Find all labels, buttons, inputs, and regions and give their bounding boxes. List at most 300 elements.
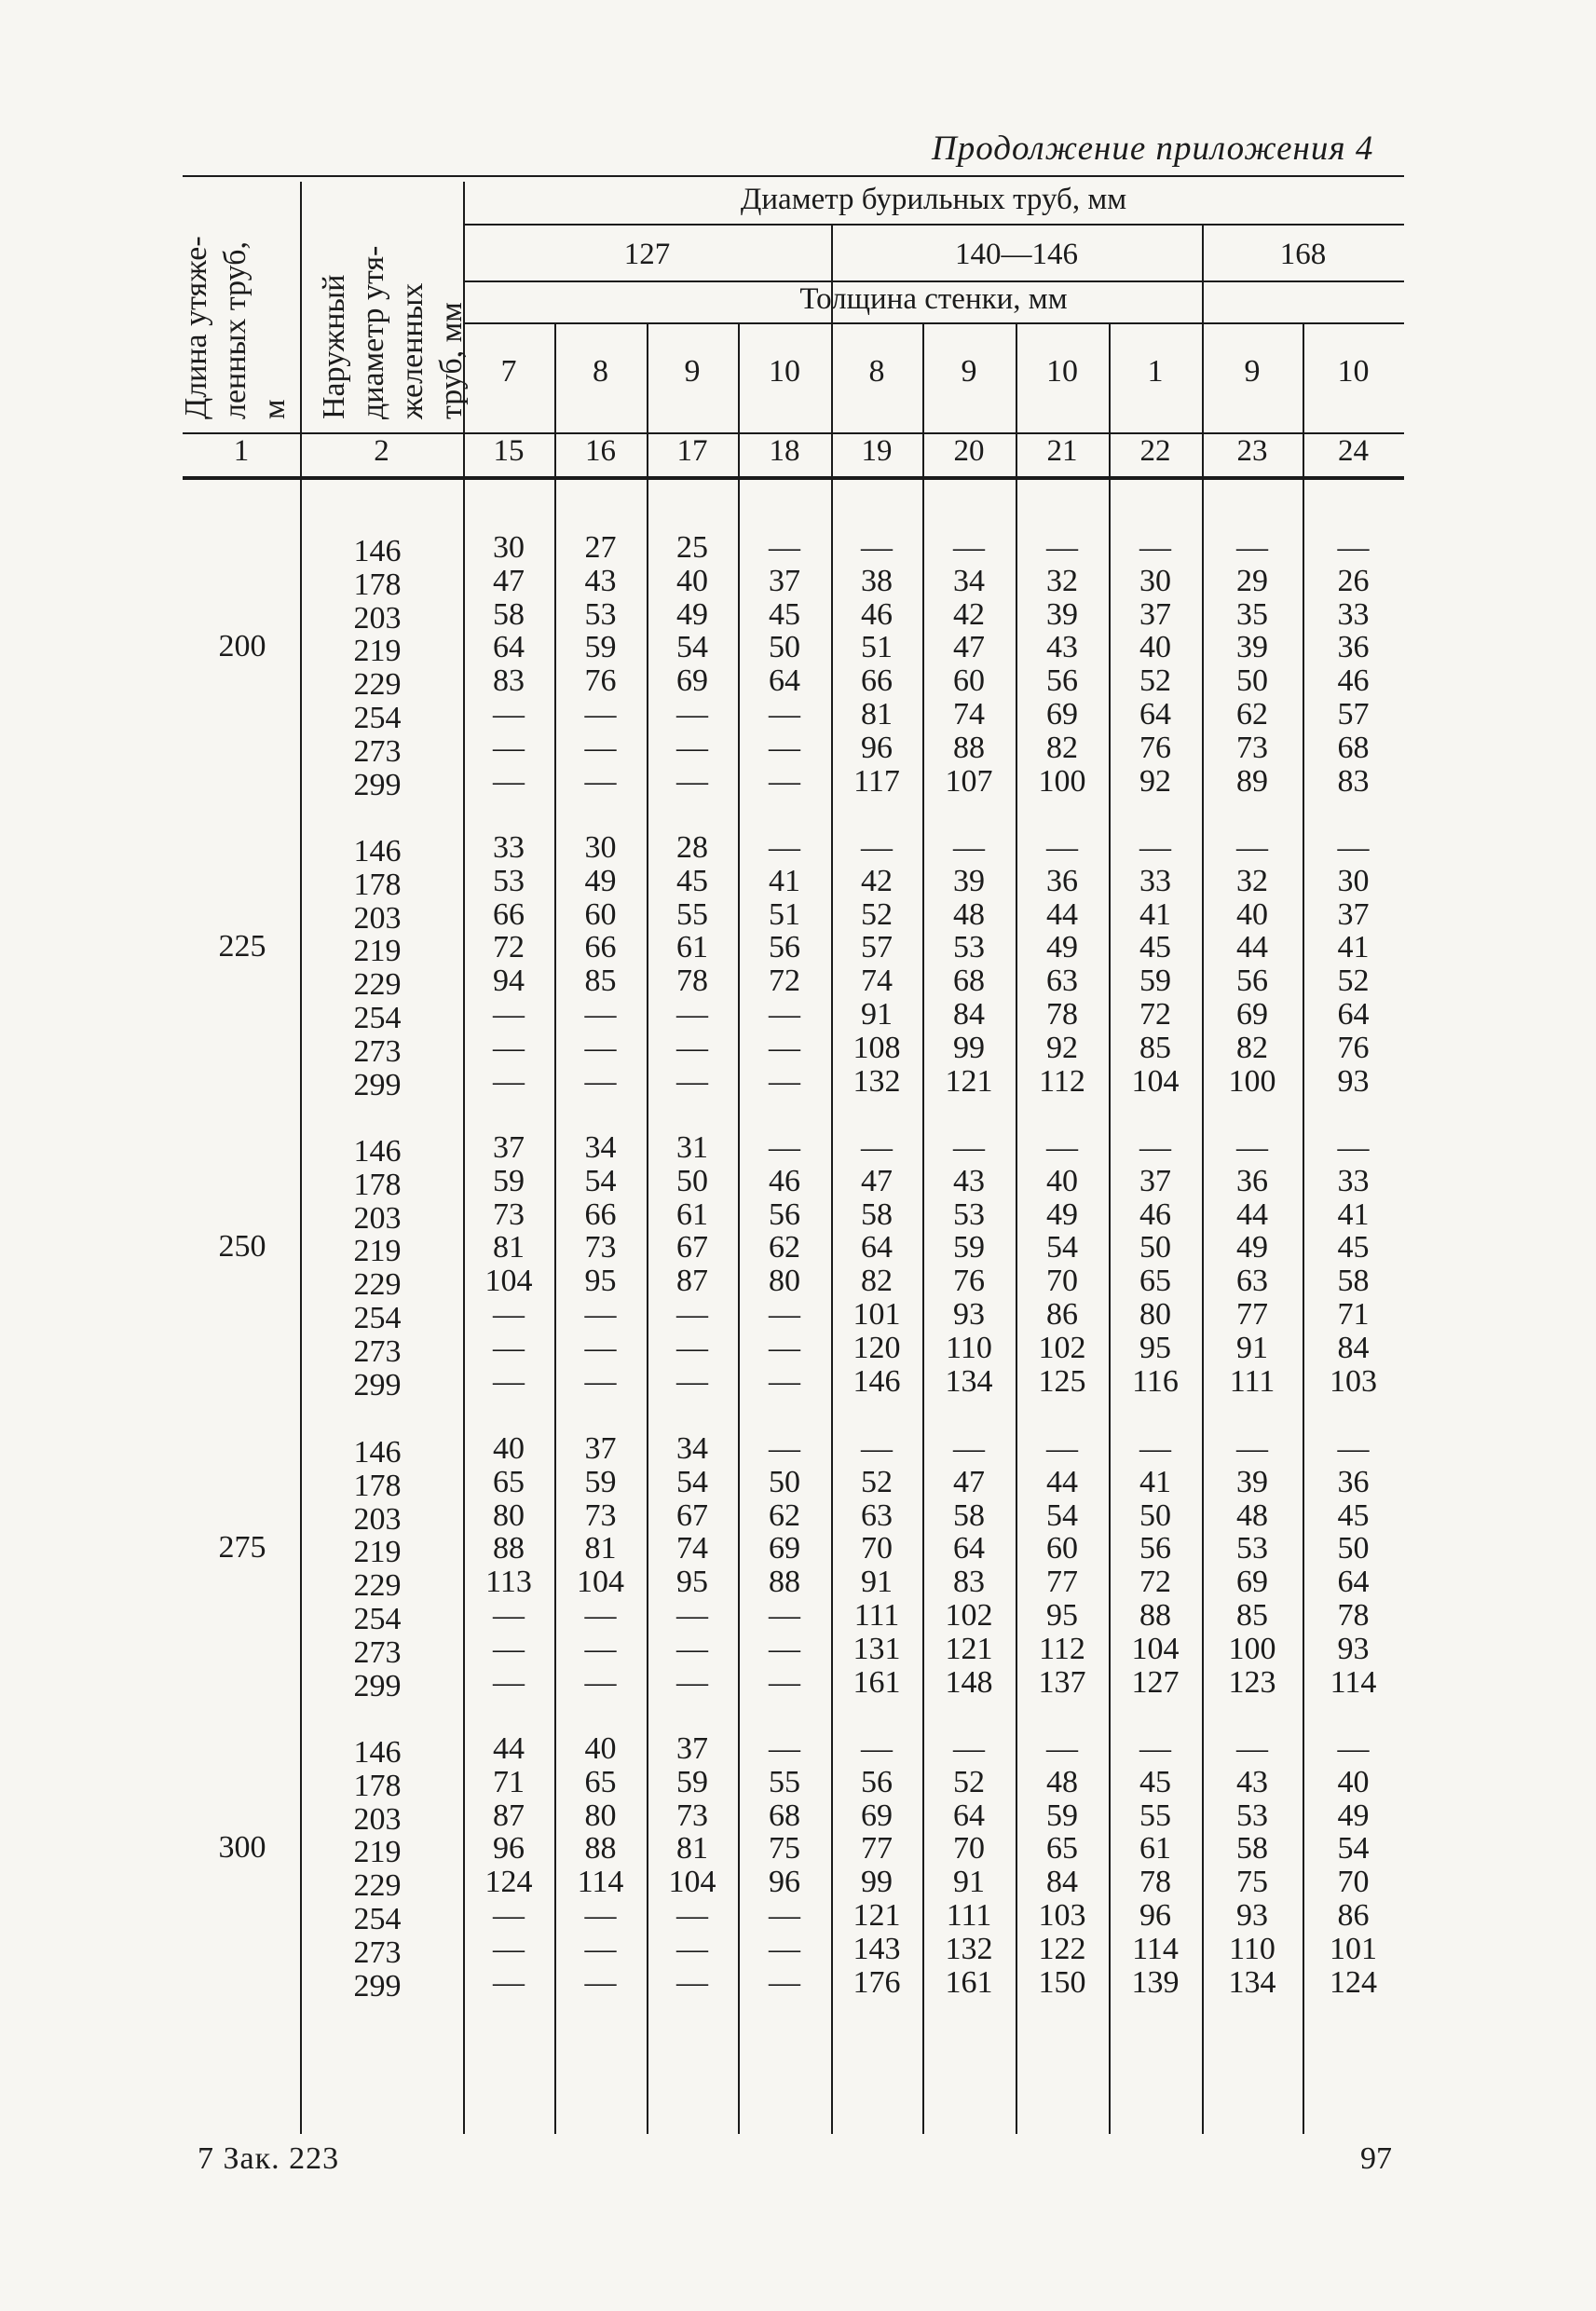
table-cell: — xyxy=(1046,1431,1078,1466)
table-cell: — xyxy=(584,730,617,765)
table-cell: 46 xyxy=(1337,663,1370,699)
table-cell: — xyxy=(769,1898,800,1933)
column-number-cell: 17 xyxy=(676,434,708,468)
diameter-value: 178 xyxy=(353,567,402,602)
table-cell: 83 xyxy=(493,663,525,699)
table-cell: 45 xyxy=(1139,930,1171,965)
table-cell: 111 xyxy=(1229,1363,1275,1399)
table-cell: 52 xyxy=(861,1464,893,1499)
table-cell: — xyxy=(493,1964,525,2000)
table-cell: 36 xyxy=(1337,630,1370,665)
table-cell: — xyxy=(861,830,893,865)
table-cell: 120 xyxy=(853,1330,901,1365)
table-cell: 64 xyxy=(953,1531,985,1566)
table-cell: 82 xyxy=(861,1264,893,1299)
table-cell: 49 xyxy=(1236,1230,1268,1265)
diameter-value: 219 xyxy=(353,634,402,669)
table-cell: 72 xyxy=(1139,997,1171,1032)
table-cell: 59 xyxy=(1139,964,1171,999)
table-cell: 30 xyxy=(493,530,525,565)
table-cell: 62 xyxy=(769,1497,800,1533)
table-cell: 86 xyxy=(1046,1297,1078,1332)
table-cell: — xyxy=(769,997,800,1032)
diameter-value: 219 xyxy=(353,1234,402,1269)
table-cell: — xyxy=(1139,1731,1171,1766)
table-cell: — xyxy=(1337,1731,1370,1766)
table-cell: 64 xyxy=(769,663,800,699)
table-cell: 102 xyxy=(1038,1330,1086,1365)
footer-order-number: 7 Зак. 223 xyxy=(198,2141,340,2176)
table-cell: — xyxy=(493,1631,525,1666)
table-cell: 85 xyxy=(1139,1030,1171,1065)
table-cell: — xyxy=(861,1130,893,1165)
table-cell: 41 xyxy=(1337,930,1370,965)
table-cell: — xyxy=(1046,1130,1078,1165)
table-cell: — xyxy=(584,1964,617,2000)
table-cell: 131 xyxy=(853,1631,901,1666)
table-cell: 45 xyxy=(769,596,800,632)
table-cell: 81 xyxy=(493,1230,525,1265)
table-cell: 52 xyxy=(1139,663,1171,699)
table-cell: 30 xyxy=(1139,563,1171,598)
table-cell: 59 xyxy=(953,1230,985,1265)
table-cell: — xyxy=(953,1130,985,1165)
table-cell: 132 xyxy=(945,1931,993,1966)
table-cell: — xyxy=(1337,830,1370,865)
table-cell: — xyxy=(769,1731,800,1766)
diameter-value: 299 xyxy=(353,1367,402,1402)
table-cell: 46 xyxy=(861,596,893,632)
table-cell: 69 xyxy=(1046,697,1078,732)
table-cell: 59 xyxy=(584,1464,617,1499)
table-cell: 108 xyxy=(853,1030,901,1065)
table-cell: 69 xyxy=(1236,997,1268,1032)
table-cell: 78 xyxy=(1337,1598,1370,1633)
diameter-value: 146 xyxy=(353,834,402,868)
table-cell: 72 xyxy=(1139,1565,1171,1600)
table-cell: 72 xyxy=(493,930,525,965)
table-cell: 80 xyxy=(769,1264,800,1299)
table-cell: — xyxy=(1236,1431,1268,1466)
diameter-value: 299 xyxy=(353,1067,402,1102)
table-cell: 50 xyxy=(1337,1531,1370,1566)
table-cell: — xyxy=(769,1297,800,1332)
table-cell: 64 xyxy=(493,630,525,665)
table-cell: — xyxy=(769,530,800,565)
thickness-cell: 10 xyxy=(1337,354,1370,389)
diameter-value: 299 xyxy=(353,767,402,802)
table-cell: 73 xyxy=(1236,730,1268,765)
table-cell: 91 xyxy=(953,1865,985,1900)
table-cell: 58 xyxy=(493,596,525,632)
diameter-value: 219 xyxy=(353,934,402,969)
diameter-value: 146 xyxy=(353,1134,402,1169)
table-cell: 73 xyxy=(584,1230,617,1265)
table-cell: — xyxy=(1236,1731,1268,1766)
diameter-value: 273 xyxy=(353,733,402,769)
table-cell: 78 xyxy=(676,964,708,999)
table-cell: 134 xyxy=(945,1363,993,1399)
table-cell: 26 xyxy=(1337,563,1370,598)
diameter-value: 219 xyxy=(353,1535,402,1570)
table-cell: 77 xyxy=(1046,1565,1078,1600)
diameter-header-line-1: Наружный xyxy=(317,274,351,419)
table-cell: — xyxy=(953,1431,985,1466)
table-cell: 47 xyxy=(953,1464,985,1499)
table-cell: — xyxy=(1337,1431,1370,1466)
thickness-cell: 9 xyxy=(961,354,977,389)
table-cell: 84 xyxy=(1046,1865,1078,1900)
table-cell: — xyxy=(769,1063,800,1099)
table-cell: 40 xyxy=(1046,1163,1078,1198)
table-cell: 57 xyxy=(1337,697,1370,732)
table-cell: 76 xyxy=(1139,730,1171,765)
column-number-cell: 18 xyxy=(769,434,800,468)
table-cell: 99 xyxy=(861,1865,893,1900)
table-cell: 47 xyxy=(953,630,985,665)
table-cell: 40 xyxy=(676,563,708,598)
table-cell: 52 xyxy=(1337,964,1370,999)
table-cell: 113 xyxy=(485,1565,532,1600)
diameter-value: 178 xyxy=(353,1167,402,1202)
table-cell: 94 xyxy=(493,964,525,999)
table-cell: — xyxy=(769,1130,800,1165)
thickness-cell: 10 xyxy=(1046,354,1078,389)
table-cell: 54 xyxy=(1046,1230,1078,1265)
table-cell: — xyxy=(584,1931,617,1966)
length-column-header xyxy=(177,168,294,419)
table-cell: 31 xyxy=(676,1130,708,1165)
table-cell: 161 xyxy=(853,1664,901,1700)
table-cell: — xyxy=(769,1030,800,1065)
table-cell: — xyxy=(769,1363,800,1399)
table-cell: 65 xyxy=(584,1764,617,1799)
diameter-value: 273 xyxy=(353,1634,402,1670)
table-cell: 53 xyxy=(1236,1798,1268,1833)
table-cell: 150 xyxy=(1038,1964,1086,2000)
table-cell: 52 xyxy=(953,1764,985,1799)
table-cell: — xyxy=(584,1631,617,1666)
table-cell: 45 xyxy=(1337,1497,1370,1533)
table-cell: 59 xyxy=(1046,1798,1078,1833)
table-cell: 83 xyxy=(1337,763,1370,799)
table-cell: 110 xyxy=(946,1330,992,1365)
table-cell: 66 xyxy=(861,663,893,699)
table-cell: 59 xyxy=(676,1764,708,1799)
table-cell: 67 xyxy=(676,1230,708,1265)
table-cell: 87 xyxy=(493,1798,525,1833)
thickness-cell: 10 xyxy=(769,354,800,389)
column-number-cell: 16 xyxy=(585,434,616,468)
table-cell: 58 xyxy=(1236,1831,1268,1867)
table-cell: 50 xyxy=(1139,1497,1171,1533)
table-cell: 50 xyxy=(1236,663,1268,699)
table-cell: 74 xyxy=(676,1531,708,1566)
table-cell: — xyxy=(676,1598,708,1633)
table-cell: 96 xyxy=(1139,1898,1171,1933)
column-number-cell: 1 xyxy=(233,434,250,468)
table-cell: 60 xyxy=(1046,1531,1078,1566)
table-cell: — xyxy=(676,997,708,1032)
table-cell: — xyxy=(676,763,708,799)
length-header-line-1: Длина утяже- xyxy=(179,236,213,419)
table-cell: 32 xyxy=(1046,563,1078,598)
table-cell: 92 xyxy=(1139,763,1171,799)
table-cell: — xyxy=(1046,830,1078,865)
table-cell: 88 xyxy=(493,1531,525,1566)
table-cell: 101 xyxy=(853,1297,901,1332)
table-cell: 53 xyxy=(953,1197,985,1232)
table-cell: 58 xyxy=(861,1197,893,1232)
table-cell: 50 xyxy=(1139,1230,1171,1265)
table-cell: — xyxy=(1046,530,1078,565)
table-cell: — xyxy=(769,1598,800,1633)
diameter-value: 146 xyxy=(353,1435,402,1470)
table-cell: 102 xyxy=(945,1598,993,1633)
diameter-value: 254 xyxy=(353,1902,402,1936)
length-value: 200 xyxy=(218,629,266,663)
table-cell: 41 xyxy=(1139,896,1171,932)
table-cell: 44 xyxy=(1236,930,1268,965)
column-number-cell: 20 xyxy=(953,434,985,468)
table-cell: — xyxy=(584,697,617,732)
diameter-value: 219 xyxy=(353,1835,402,1870)
table-cell: 37 xyxy=(1337,896,1370,932)
table-cell: 95 xyxy=(676,1565,708,1600)
table-cell: 78 xyxy=(1046,997,1078,1032)
table-cell: 50 xyxy=(769,630,800,665)
table-cell: 56 xyxy=(861,1764,893,1799)
table-cell: 93 xyxy=(953,1297,985,1332)
table-cell: 104 xyxy=(484,1264,533,1299)
table-cell: 62 xyxy=(1236,697,1268,732)
table-cell: 63 xyxy=(1236,1264,1268,1299)
table-cell: 75 xyxy=(769,1831,800,1867)
table-cell: 111 xyxy=(853,1598,900,1633)
table-cell: — xyxy=(769,1964,800,2000)
diameter-value: 229 xyxy=(353,1568,402,1604)
table-cell: — xyxy=(493,1063,525,1099)
table-cell: 59 xyxy=(584,630,617,665)
table-cell: 66 xyxy=(584,1197,617,1232)
table-cell: 69 xyxy=(861,1798,893,1833)
diameter-header-line-3: желенных xyxy=(395,282,430,419)
table-cell: — xyxy=(953,1731,985,1766)
table-cell: — xyxy=(584,1598,617,1633)
table-cell: 77 xyxy=(861,1831,893,1867)
table-cell: 107 xyxy=(945,763,993,799)
table-cell: 134 xyxy=(1228,1964,1276,2000)
diameter-value: 203 xyxy=(353,900,402,936)
table-cell: 99 xyxy=(953,1030,985,1065)
table-cell: 70 xyxy=(1337,1865,1370,1900)
table-cell: — xyxy=(1139,830,1171,865)
table-cell: 96 xyxy=(861,730,893,765)
table-cell: 82 xyxy=(1046,730,1078,765)
table-cell: 48 xyxy=(953,896,985,932)
table-cell: 50 xyxy=(769,1464,800,1499)
table-cell: 69 xyxy=(676,663,708,699)
table-cell: — xyxy=(493,697,525,732)
table-cell: 121 xyxy=(945,1631,993,1666)
diameter-value: 146 xyxy=(353,1735,402,1770)
table-cell: — xyxy=(769,1931,800,1966)
table-cell: 112 xyxy=(1039,1063,1085,1099)
table-cell: 27 xyxy=(584,530,617,565)
thickness-cell: 8 xyxy=(868,354,885,389)
table-cell: 59 xyxy=(493,1163,525,1198)
table-cell: 40 xyxy=(584,1731,617,1766)
thickness-cell: 7 xyxy=(500,354,517,389)
table-cell: — xyxy=(1139,1130,1171,1165)
table-cell: — xyxy=(769,1631,800,1666)
table-cell: 33 xyxy=(1337,1163,1370,1198)
table-cell: 104 xyxy=(668,1865,716,1900)
table-cell: 117 xyxy=(853,763,900,799)
table-cell: 40 xyxy=(1337,1764,1370,1799)
table-cell: 44 xyxy=(493,1731,525,1766)
table-cell: 127 xyxy=(1131,1664,1180,1700)
table-cell: 72 xyxy=(769,964,800,999)
table-cell: 146 xyxy=(853,1363,901,1399)
table-cell: 56 xyxy=(1046,663,1078,699)
table-cell: — xyxy=(493,1898,525,1933)
diameter-value: 203 xyxy=(353,1200,402,1236)
table-cell: 73 xyxy=(676,1798,708,1833)
table-cell: — xyxy=(493,1330,525,1365)
table-cell: 132 xyxy=(853,1063,901,1099)
thickness-cell: 8 xyxy=(593,354,608,389)
table-cell: 87 xyxy=(676,1264,708,1299)
table-cell: 88 xyxy=(1139,1598,1171,1633)
number-row-rule xyxy=(183,476,1404,480)
table-cell: 43 xyxy=(1046,630,1078,665)
group-168: 168 xyxy=(1279,238,1327,271)
table-cell: 101 xyxy=(1330,1931,1377,1966)
table-cell: — xyxy=(584,1030,617,1065)
table-cell: 70 xyxy=(861,1531,893,1566)
diameter-value: 299 xyxy=(353,1668,402,1703)
table-cell: 53 xyxy=(493,863,525,898)
table-cell: 39 xyxy=(953,863,985,898)
table-cell: 54 xyxy=(676,1464,708,1499)
table-cell: — xyxy=(676,1030,708,1065)
table-cell: 46 xyxy=(1139,1197,1171,1232)
column-number-cell: 15 xyxy=(493,434,525,468)
diameter-value: 254 xyxy=(353,1301,402,1335)
table-cell: 40 xyxy=(1139,630,1171,665)
table-cell: 53 xyxy=(953,930,985,965)
table-cell: 49 xyxy=(584,863,617,898)
table-cell: 76 xyxy=(1337,1030,1370,1065)
table-cell: — xyxy=(1337,1130,1370,1165)
table-cell: 81 xyxy=(861,697,893,732)
table-cell: 86 xyxy=(1337,1898,1370,1933)
table-cell: — xyxy=(676,1964,708,2000)
table-cell: — xyxy=(676,1631,708,1666)
table-cell: 96 xyxy=(493,1831,525,1867)
table-cell: 62 xyxy=(769,1230,800,1265)
table-cell: 69 xyxy=(1236,1565,1268,1600)
table-cell: — xyxy=(676,1297,708,1332)
table-cell: — xyxy=(676,1664,708,1700)
table-cell: 32 xyxy=(1236,863,1268,898)
table-cell: 66 xyxy=(584,930,617,965)
table-cell: 64 xyxy=(1139,697,1171,732)
table-cell: 66 xyxy=(493,896,525,932)
table-cell: 48 xyxy=(1046,1764,1078,1799)
column-number-cell: 21 xyxy=(1046,434,1078,468)
table-cell: — xyxy=(769,697,800,732)
table-cell: 65 xyxy=(1139,1264,1171,1299)
table-cell: — xyxy=(1046,1731,1078,1766)
table-cell: 71 xyxy=(493,1764,525,1799)
length-header-line-2: ленных труб, xyxy=(218,241,252,419)
table-cell: — xyxy=(584,1898,617,1933)
diameter-column-header xyxy=(315,168,471,419)
table-cell: 58 xyxy=(1337,1264,1370,1299)
table-cell: 63 xyxy=(861,1497,893,1533)
table-cell: 69 xyxy=(769,1531,800,1566)
table-cell: — xyxy=(493,1931,525,1966)
table-cell: 122 xyxy=(1038,1931,1086,1966)
table-cell: — xyxy=(584,1330,617,1365)
table-cell: 88 xyxy=(584,1831,617,1867)
table-cell: — xyxy=(584,1664,617,1700)
table-cell: 100 xyxy=(1228,1063,1276,1099)
table-cell: 55 xyxy=(769,1764,800,1799)
table-cell: 40 xyxy=(493,1431,525,1466)
diameter-value: 229 xyxy=(353,1868,402,1904)
table-cell: 82 xyxy=(1236,1030,1268,1065)
table-cell: 33 xyxy=(493,830,525,865)
table-cell: — xyxy=(953,830,985,865)
table-cell: 43 xyxy=(584,563,617,598)
table-cell: 34 xyxy=(953,563,985,598)
table-cell: 47 xyxy=(493,563,525,598)
table-cell: 44 xyxy=(1046,896,1078,932)
diameter-value: 273 xyxy=(353,1033,402,1069)
table-cell: 37 xyxy=(1139,1163,1171,1198)
table-cell: 76 xyxy=(953,1264,985,1299)
thickness-cell: 9 xyxy=(684,354,701,389)
table-cell: 64 xyxy=(1337,997,1370,1032)
diameter-value: 203 xyxy=(353,1501,402,1537)
table-cell: — xyxy=(861,1731,893,1766)
table-cell: — xyxy=(676,1063,708,1099)
table-cell: 85 xyxy=(1236,1598,1268,1633)
table-cell: 65 xyxy=(493,1464,525,1499)
table-cell: 49 xyxy=(1046,930,1078,965)
table-cell: 124 xyxy=(484,1865,533,1900)
table-cell: 53 xyxy=(584,596,617,632)
table-cell: — xyxy=(676,1898,708,1933)
table-cell: 45 xyxy=(1139,1764,1171,1799)
table-cell: 39 xyxy=(1236,630,1268,665)
table-cell: 95 xyxy=(1046,1598,1078,1633)
table-cell: 124 xyxy=(1330,1964,1377,2000)
table-cell: 65 xyxy=(1046,1831,1078,1867)
table-cell: 34 xyxy=(584,1130,617,1165)
table-cell: 100 xyxy=(1038,763,1086,799)
table-cell: — xyxy=(676,1330,708,1365)
table-cell: 61 xyxy=(1139,1831,1171,1867)
table-cell: 45 xyxy=(1337,1230,1370,1265)
table-cell: — xyxy=(769,1330,800,1365)
table-cell: — xyxy=(769,730,800,765)
table-cell: 91 xyxy=(861,1565,893,1600)
table-cell: 121 xyxy=(853,1898,901,1933)
